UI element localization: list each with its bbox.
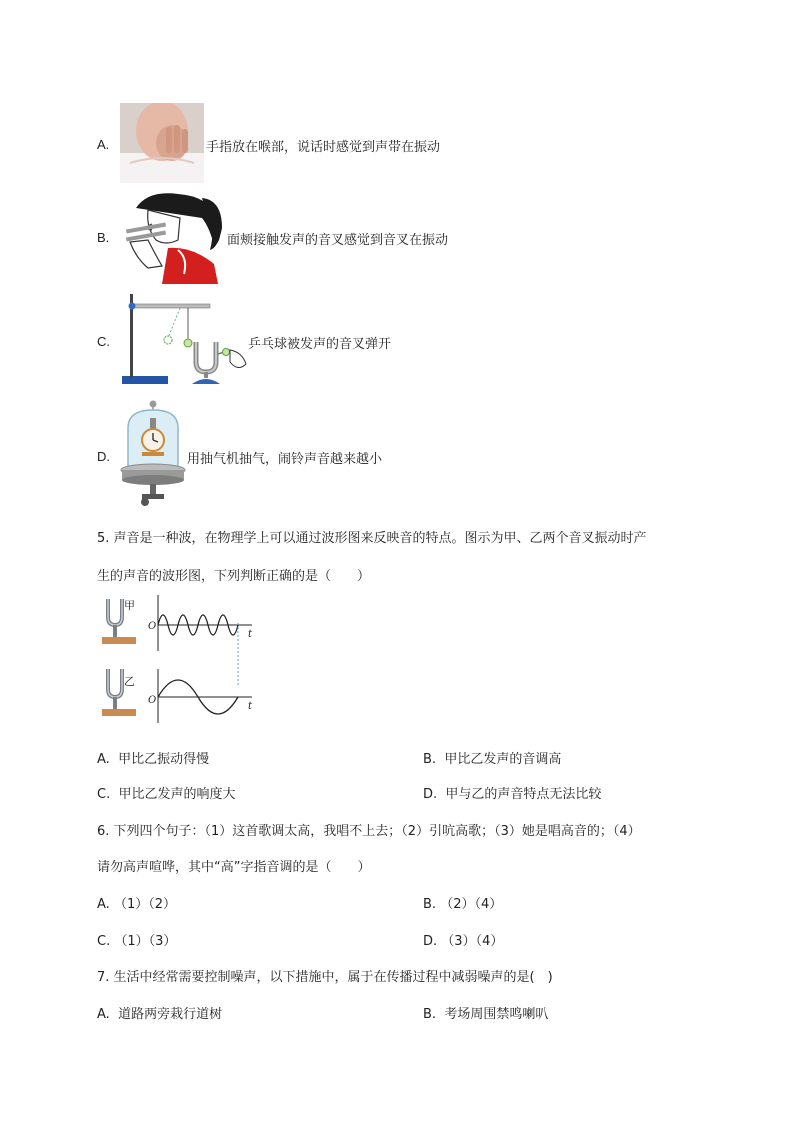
q5-option-b-text: 甲比乙发声的音调高 [444,752,562,767]
fork-yi-label: 乙 [124,675,135,688]
q4-option-a-letter: A. [97,137,110,152]
q6-option-d-text: （3）（4） [441,934,504,949]
q6-option-a-text: （1）（2） [113,897,176,912]
q6-option-c[interactable] [97,930,176,949]
q7-stem: 7. 生活中经常需要控制噪声，以下措施中，属于在传播过程中减弱噪声的是( ) [97,970,553,985]
q5-option-c[interactable] [97,783,236,802]
q6-option-a[interactable] [97,893,176,912]
q5-waveform-figure [100,593,260,725]
q6-option-d-letter: D. [423,934,438,949]
q5-option-a-text: 甲比乙振动得慢 [118,752,210,767]
q5-option-d-text: 甲与乙的声音特点无法比较 [445,787,602,802]
q5-option-c-text: 甲比乙发声的响度大 [118,787,236,802]
q6-option-c-text: （1）（3） [114,934,177,949]
q6-option-a-letter: A. [97,897,110,912]
q6-option-c-letter: C. [97,934,111,949]
q7-option-b-letter: B. [423,1007,437,1022]
axis-t-label-top: t [248,629,253,640]
q6-option-d[interactable] [423,930,503,949]
bell-jar-alarm-clock-image [118,398,188,510]
q4-option-b-text: 面颊接触发声的音叉感觉到音叉在振动 [227,233,449,248]
q5-option-d-letter: D. [423,787,438,802]
q5-stem-line2: 生的声音的波形图，下列判断正确的是（ ） [97,569,371,584]
origin-label-top: O [148,621,157,632]
throat-photo-image [120,103,204,183]
q4-option-c-text: 乒乓球被发声的音叉弹开 [248,337,392,352]
ping-pong-tuning-fork-image [118,292,250,388]
q6-option-b-text: （2）（4） [440,897,503,912]
q4-option-c-letter: C. [97,334,110,349]
q4-option-d-text: 用抽气机抽气，闹铃声音越来越小 [187,452,383,467]
q6-option-b[interactable] [423,893,502,912]
q4-option-b-letter: B. [97,230,110,245]
fork-jia-label: 甲 [124,599,135,612]
q5-option-a[interactable] [97,748,209,767]
q7-option-a-letter: A. [97,1007,110,1022]
q7-option-a[interactable] [97,1003,222,1022]
q5-stem-line1: 5. 声音是一种波，在物理学上可以通过波形图来反映音的特点。图示为甲、乙两个音叉振动时产 [97,531,647,546]
origin-label-bottom: O [148,695,157,706]
q7-option-b-text: 考场周围禁鸣喇叭 [444,1007,549,1022]
q4-option-d-letter: D. [97,449,110,464]
q6-option-b-letter: B. [423,897,437,912]
q7-option-b[interactable] [423,1003,548,1022]
girl-tuning-fork-image [118,188,226,284]
q5-option-b-letter: B. [423,752,437,767]
q5-option-d[interactable] [423,783,601,802]
q6-stem-line1: 6. 下列四个句子：（1）这首歌调太高，我唱不上去；（2）引吭高歌；（3）她是唱高音的；（4） [97,824,641,839]
q5-option-a-letter: A. [97,752,110,767]
axis-t-label-bottom: t [248,701,253,712]
q5-option-c-letter: C. [97,787,111,802]
q6-stem-line2: 请勿高声喧哗，其中“高”字指音调的是（ ） [97,860,371,875]
q5-option-b[interactable] [423,748,561,767]
q4-option-a-text: 手指放在喉部，说话时感觉到声带在振动 [206,140,441,155]
q7-option-a-text: 道路两旁栽行道树 [118,1007,223,1022]
